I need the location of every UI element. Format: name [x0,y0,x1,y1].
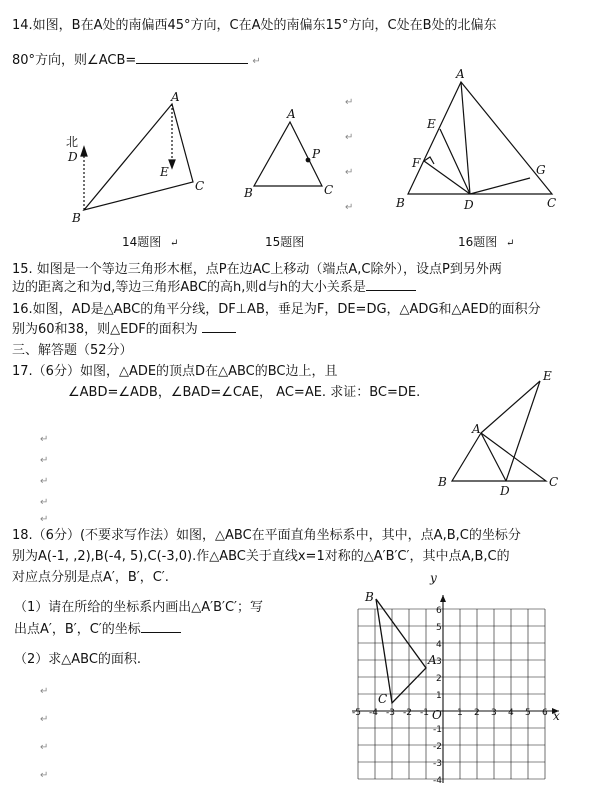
return-mark: ↵ [252,56,261,67]
q15-line2-text: 边的距离之和为d,等边三角形ABC的高h,则d与h的大小关系是 [12,280,366,295]
x-tick-label: 2 [474,708,480,718]
return-mark: ↵ [40,434,49,445]
fig15-caption: 15题图 [265,235,305,249]
fig16-segment-gd [470,178,530,194]
fig18-triangle-abc [376,599,426,703]
x-tick-label: -1 [420,708,429,718]
fig14-triangle-abc [84,104,193,210]
fig16-label-d: D [464,198,474,212]
fig16-caption: 16题图 [458,235,498,249]
x-tick-label: 6 [542,708,548,718]
fig16-label-f: F [412,156,421,170]
y-tick-label: 2 [436,674,442,684]
fig18-label-y-axis: y [430,571,437,585]
q16-line2-text: 别为60和38，则△EDF的面积为 [12,322,198,337]
y-tick-label: -4 [433,776,442,786]
y-tick-label: -1 [433,725,442,735]
fig17-label-b: B [438,475,447,489]
return-mark: ↵ [345,97,354,108]
fig14-north-label: 北 [66,135,79,149]
return-mark: ↵ [40,770,49,781]
x-tick-label: 5 [525,708,531,718]
x-tick-label: -3 [386,708,395,718]
fig15-label-c: C [324,183,334,197]
fig18-triangle [376,599,426,703]
q18-line1: 18.（6分）(不要求写作法）如图，△ABC在平面直角坐标系中，其中，点A,B,C的坐标分 [12,528,521,543]
q18-line2: 别为A(-1, ,2),B(-4, 5),C(-3,0).作△ABC关于直线x=1对称的△A′B′C′，其中点A,B,C的 [12,549,510,564]
q15-line1: 15. 如图是一个等边三角形木框，点P在边AC上移动（端点A,C除外），设点P到另外两 [12,262,502,277]
fig14-label-d: D [68,150,78,164]
fig17-label-e: E [543,369,552,383]
x-tick-label: -4 [369,708,378,718]
y-tick-label: 1 [436,691,442,701]
q14-line1: 14.如图，B在A处的南偏西45°方向，C在A处的南偏东15°方向，C处在B处的北偏东 [12,18,497,33]
q18-part1b-text: 出点A′，B′，C′的坐标 [14,622,141,637]
y-tick-label: 3 [436,657,442,667]
return-mark: ↵ [40,714,49,725]
fig16-label-c: C [547,196,557,210]
return-mark: ↵ [40,476,49,487]
q18-part2: （2）求△ABC的面积. [14,652,142,667]
fig18-label-origin: O [432,708,442,722]
fig17-label-a: A [472,422,481,436]
x-tick-label: 3 [491,708,497,718]
return-mark: ↵ [345,202,354,213]
fig14-label-c: C [195,179,205,193]
x-tick-label: 4 [508,708,514,718]
fig15-point-p [306,158,310,162]
fig17-triangle-abc [452,433,546,481]
fig17-segment-ad [481,433,506,481]
fig15-label-p: P [312,147,321,161]
fig18-coordinate-grid [352,595,559,783]
fig16-label-b: B [396,196,405,210]
fig14-caption: 14题图 [122,235,162,249]
y-tick-label: -3 [433,759,442,769]
fig17-label-c: C [549,475,559,489]
x-tick-label: -2 [403,708,412,718]
fig15-label-a: A [287,107,296,121]
fig16-label-e: E [427,117,436,131]
y-axis-arrow [440,595,446,602]
figure-16 [408,82,552,194]
fig18-label-b: B [365,590,374,604]
fig14-label-e: E [160,165,169,179]
fig16-label-a: A [456,67,465,81]
return-mark: ↵ [40,514,49,525]
fig17-label-d: D [500,484,510,498]
return-mark: ↵ [40,455,49,466]
y-tick-label: 5 [436,623,442,633]
return-mark: ↵ [40,742,49,753]
figure-14 [81,104,193,210]
return-mark: ↵ [345,132,354,143]
y-tick-label: 4 [436,640,442,650]
fig14-north-arrow [81,147,87,156]
q16-line1: 16.如图，AD是△ABC的角平分线，DF⊥AB，垂足为F，DE=DG，△ADG和△AED的面积分 [12,302,541,317]
fig14-label-b: B [72,211,81,225]
q18-line3: 对应点分别是点A′，B′，C′. [12,570,169,585]
fig14-label-a: A [171,90,180,104]
x-tick-label: 1 [457,708,463,718]
y-tick-label: -2 [433,742,442,752]
y-tick-label: 6 [436,606,442,616]
figure-17 [452,381,546,481]
fig15-label-b: B [244,186,253,200]
x-tick-label: -5 [352,708,361,718]
fig14-south-arrow [169,160,175,168]
section3-heading: 三、解答题（52分） [12,343,133,358]
return-mark: ↵ [40,497,49,508]
return-mark: ↵ [40,686,49,697]
q18-part1a: （1）请在所给的坐标系内画出△A′B′C′；写 [14,600,264,615]
return-mark: ↵ [506,238,515,249]
fig18-label-c: C [378,692,388,706]
q17-line1: 17.（6分）如图，△ADE的顶点D在△ABC的BC边上，且 [12,364,338,379]
q14-line2-text: 80°方向，则∠ACB= [12,53,137,68]
fig16-label-g: G [536,163,546,177]
fig18-label-a: A [428,653,437,667]
fig16-triangle-abc [408,82,552,194]
fig16-segment-fd [424,161,470,194]
fig18-label-x-axis: x [553,709,560,723]
return-mark: ↵ [345,167,354,178]
q17-line2: ∠ABD=∠ADB，∠BAD=∠CAE， AC=AE. 求证：BC=DE. [68,385,421,400]
return-mark: ↵ [170,238,179,249]
